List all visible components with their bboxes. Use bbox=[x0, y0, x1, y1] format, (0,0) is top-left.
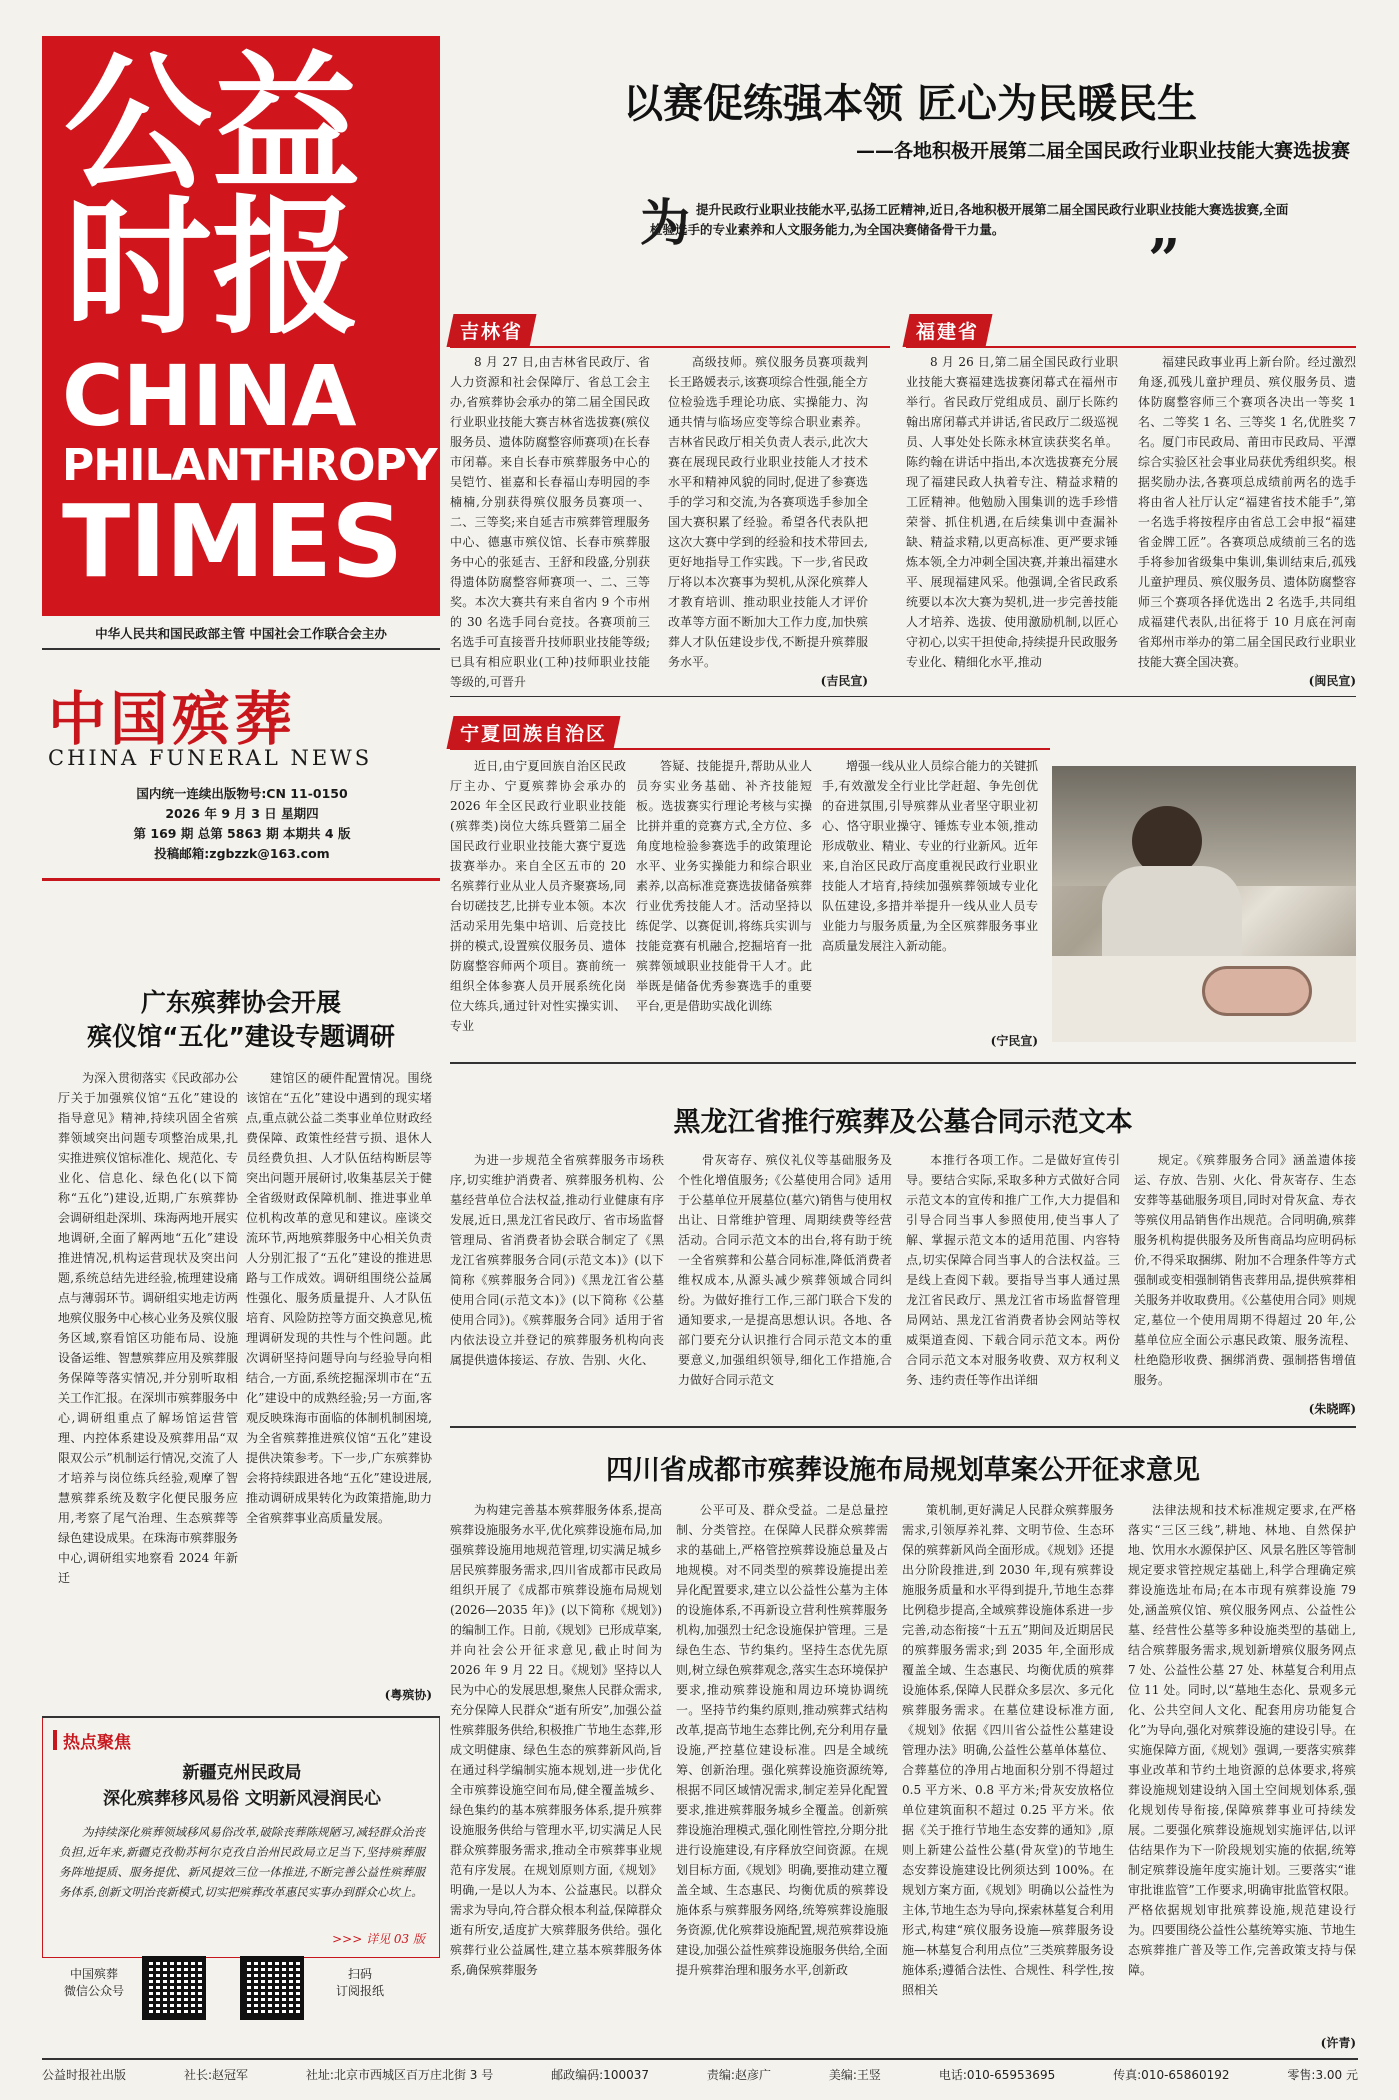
heilongjiang-column-2: 骨灰寄存、殡仪礼仪等基础服务及个性化增值服务;《公墓使用合同》适用于公墓单位开展墓位(墓穴)销售与使用权出让、日常维护管理、周期续费等经营活动。合同示范文本的出台,将有助于统一全省殡葬和公墓合同标准,降低消费者维权成本,从源头减少殡葬领域合同纠纷。为做好推行工作,三部门联合下发的通知要求,一是提高思想认识。各地、各部门要充分认识推行合同示范文本的重要意义,加强组织领导,细化工作措施,合力做好合同示范文 bbox=[678, 1153, 892, 1387]
heilongjiang-column-3: 本推行各项工作。二是做好宣传引导。要结合实际,采取多种方式做好合同示范文本的宣传和推广工作,大力提倡和引导合同当事人参照使用,使当事人了解、掌握示范文本的适用范围、内容特点,切实保障合同当事人的合法权益。三是线上查阅下载。要指导当事人通过黑龙江省民政厅、黑龙江省市场监督管理局网站、黑龙江省消费者协会网站等权威渠道查阅、下载合同示范文本。两份合同示范文本对服务收费、双方权利义务、违约责任等作出详细 bbox=[906, 1153, 1120, 1387]
sichuan-title: 四川省成都市殡葬设施布局规划草案公开征求意见 bbox=[606, 1455, 1200, 1486]
wechat-qr-code[interactable] bbox=[142, 1956, 206, 2020]
heilongjiang-column-4: 规定。《殡葬服务合同》涵盖遗体接运、存放、告别、火化、骨灰寄存、生态安葬等基础服务项目,同时对骨灰盒、寿衣等殡仪用品销售作出规范。合同明确,殡葬服务机构提供服务及所售商品均应明码标价,不得采取捆绑、附加不合理条件等方式强制或变相强制销售丧葬用品,提供殡葬相关服务并收取费用。《公墓使用合同》则规定,墓位一个使用周期不得超过 20 年,公墓单位应全面公示惠民政策、服务流程、杜绝隐形收费、捆绑消费、强制搭售增值服务。 bbox=[1134, 1153, 1356, 1387]
supplement-title-en: CHINA FUNERAL NEWS bbox=[48, 746, 373, 770]
footer-bar bbox=[42, 2066, 1358, 2083]
divider bbox=[450, 1062, 1356, 1064]
sichuan-credit: (许青) bbox=[1320, 2036, 1356, 2050]
fujian-column-1: 8 月 26 日,第二届全国民政行业职业技能大赛福建选拔赛闭幕式在福州市举行。省民政厅党组成员、副厅长陈约翰出席闭幕式并讲话,省民政厅二级巡视员、人事处处长陈永林宣读获奖名单。陈约翰在讲话中指出,本次选拔赛充分展现了福建民政人执着专注、精益求精的工匠精神。他勉励入围集训的选手珍惜荣誉、抓住机遇,在后续集训中查漏补缺、精益求精,以更高标准、更严要求锤炼本领,全力冲刺全国决赛,并兼出福建水平、展现福建风采。他强调,全省民政系统要以本次大赛为契机,进一步完善技能人才培养、选拔、使用激励机制,以匠心守初心,以实干担使命,持续提升民政服务专业化、精细化水平,推动 bbox=[906, 355, 1118, 669]
ningxia-credit: (宁民宣) bbox=[990, 1034, 1038, 1048]
masthead-title-cn-1: 公益 bbox=[64, 38, 360, 210]
divider bbox=[42, 878, 440, 881]
footer-postcode: 邮政编码:100037 bbox=[551, 2068, 649, 2082]
issue-date: 2026 年 9 月 3 日 星期四 bbox=[165, 806, 319, 821]
publication-info bbox=[72, 784, 412, 864]
footer-address: 社址:北京市西城区百万庄北街 3 号 bbox=[305, 2068, 494, 2082]
guangdong-title-line-2: 殡仪馆“五化”建设专题调研 bbox=[87, 1022, 395, 1051]
ningxia-column-2: 答疑、技能提升,帮助从业人员夯实业务基础、补齐技能短板。选拔赛实行理论考核与实操比拼并重的竞赛方式,全方位、多角度地检验参赛选手的政策理论水平、业务实操能力和综合职业素养,以高标准竞赛选拔储备殡葬行业优秀技能人才。活动坚持以练促学、以赛促训,将练兵实训与技能竞赛有机融合,挖掘培育一批殡葬领域职业技能骨干人才。此举既是储备优秀参赛选手的重要平台,更是借助实战化训练 bbox=[636, 759, 812, 1013]
fujian-credit: (闽民宣) bbox=[1308, 674, 1356, 688]
hotspot-title-line-2: 深化殡葬移风易俗 文明新风浸润民心 bbox=[103, 1789, 381, 1809]
subscribe-qr-code[interactable] bbox=[240, 1956, 304, 2020]
footer-phone: 电话:010-65953695 bbox=[938, 2068, 1056, 2082]
lead-subtitle: ——各地积极开展第二届全国民政行业职业技能大赛选拔赛 bbox=[855, 140, 1350, 162]
guangdong-title bbox=[42, 986, 440, 1054]
jilin-credit: (吉民宣) bbox=[820, 674, 868, 688]
divider bbox=[42, 648, 440, 650]
masthead-title-cn-2: 时报 bbox=[64, 182, 360, 354]
hotspot-tag: 热点聚焦 bbox=[63, 1733, 131, 1753]
lead-intro-dropcap: 为 bbox=[640, 194, 690, 252]
masthead-title-en-2: PHILANTHROPY bbox=[62, 440, 437, 491]
footer-publisher: 公益时报社出版 bbox=[42, 2068, 127, 2082]
sichuan-column-2: 公平可及、群众受益。二是总量控制、分类管控。在保障人民群众殡葬需求的基础上,严格管控殡葬设施总量及占地规模。对不同类型的殡葬设施提出差异化配置要求,建立以公益性公墓为主体的设施体系,不再新设立营利性殡葬服务机构,加强烈士纪念设施保护管理。三是绿色生态、节约集约。坚持生态优先原则,树立绿色殡葬观念,落实生态环境保护要求,推动殡葬设施和周边环境协调统一。坚持节约集约原则,推动殡葬式结构改革,提高节地生态葬比例,充分利用存量设施,严控墓位建设标准。四是全域统筹、创新治理。强化殡葬设施资源统筹,根据不同区域情况需求,制定差异化配置要求,推进殡葬服务城乡全覆盖。创新殡葬设施治理模式,强化刚性管控,分期分批进行设施建设,有序释放空间资源。在规划目标方面,《规划》明确,要推动建立覆盖全域、生态惠民、均衡优质的殡葬设施体系与殡葬服务网络,统筹殡葬设施服务资源,优化殡葬设施配置,规范殡葬设施建设,加强公益性殡葬设施服务供给,全面提升殡葬治理和服务水平,创新政 bbox=[676, 1503, 888, 1977]
divider bbox=[450, 696, 1356, 697]
footer-fax: 传真:010-65860192 bbox=[1113, 2068, 1230, 2082]
quote-mark: ” bbox=[1148, 227, 1181, 293]
ningxia-column-1: 近日,由宁夏回族自治区民政厅主办、宁夏殡葬协会承办的 2026 年全区民政行业职业技能(殡葬类)岗位大练兵暨第二届全国民政行业职业技能大赛宁夏选拔赛举办。来自全区五市的 20 名殡葬行业从业人员齐聚赛场,同台切磋技艺,比拼专业本领。本次活动采用先集中培训、后竞技比拼的模式,设置殡仪服务员、遗体防腐整容师两个项目。赛前统一组织全体参赛人员开展系统化岗位大练兵,通过针对性实操实训、专业 bbox=[450, 759, 626, 1033]
supplement-title-cn: 中国殡葬 bbox=[48, 685, 297, 753]
lead-title: 以赛促练强本领 匠心为民暖民生 bbox=[623, 81, 1197, 127]
region-underline bbox=[906, 346, 1356, 348]
issn-number: 国内统一连续出版物号:CN 11-0150 bbox=[136, 786, 348, 801]
heilongjiang-title: 黑龙江省推行殡葬及公墓合同示范文本 bbox=[673, 1107, 1133, 1138]
sichuan-column-1: 为构建完善基本殡葬服务体系,提高殡葬设施服务水平,优化殡葬设施布局,加强殡葬设施用地规范管理,切实满足城乡居民殡葬服务需求,四川省成都市民政局组织开展了《成都市殡葬设施布局规划(2026—2035 年)》(以下简称《规划》)的编制工作。日前,《规划》已形成草案,并向社会公开征求意见,截止时间为 2026 年 9 月 22 日。《规划》坚持以人民为中心的发展思想,聚焦人民群众需求,充分保障人民群众“逝有所安”,加强公益性殡葬服务供给,积极推广节地生态葬,形成文明健康、绿色生态的殡葬新风尚,旨在通过科学编制实施本规划,进一步优化全市殡葬设施空间布局,健全覆盖城乡、绿色集约的基本殡葬服务体系,提升殡葬设施服务供给与管理水平,切实满足人民群众殡葬服务需求,推动全市殡葬事业规范有序发展。在规划原则方面,《规划》明确,一是以人为本、公益惠民。以群众需求为导向,符合群众根本利益,保障群众逝有所安,适度扩大殡葬服务供给。强化殡葬行业公益属性,建立基本殡葬服务体系,确保殡葬服务 bbox=[450, 1503, 662, 1977]
lead-intro: 提升民政行业职业技能水平,弘扬工匠精神,近日,各地积极开展第二届全国民政行业职业技能大赛选拔赛,全面检验选手的专业素养和人文服务能力,为全国决赛储备骨干力量。 bbox=[650, 202, 1289, 237]
jilin-column-1: 8 月 27 日,由吉林省民政厅、省人力资源和社会保障厅、省总工会主办,省殡葬协会承办的第二届全国民政行业职业技能大赛吉林省选拔赛(殡仪服务员、遗体防腐整容师赛项)在长春市闭幕。来自长春市殡葬服务中心的吴铠竹、崔嘉和长春福山寿明园的李楠楠,分别获得殡仪服务员赛项一、二、三等奖;来自延吉市殡葬管理服务中心、德惠市殡仪馆、长春市殡葬服务中心的张延吉、王舒和段盛,分别获得遗体防腐整容师赛项一、二、三等奖。本次大赛共有来自省内 9 个市州的 30 名选手同台竞技。各赛项前三名选手可直接晋升技师职业技能等级;已具有相应职业(工种)技师职业技能等级的,可晋升 bbox=[450, 355, 650, 689]
region-underline bbox=[450, 346, 890, 348]
region-tag-ningxia: 宁夏回族自治区 bbox=[446, 716, 620, 749]
hotspot-title[interactable] bbox=[43, 1760, 441, 1812]
guangdong-title-line-1: 广东殡葬协会开展 bbox=[140, 988, 341, 1017]
wechat-label: 中国殡葬 微信公众号 bbox=[63, 1967, 124, 1998]
guangdong-credit: (粤殡协) bbox=[384, 1688, 432, 1702]
issue-number: 第 169 期 总第 5863 期 本期共 4 版 bbox=[133, 826, 351, 841]
ningxia-competition-photo bbox=[1052, 766, 1356, 1042]
ningxia-column-3: 增强一线从业人员综合能力的关键抓手,有效激发全行业比学赶超、争先创优的奋进氛围,引导殡葬从业者坚守职业初心、恪守职业操守、锤炼专业本领,推动形成敬业、精业、专业的行业新风。近年来,自治区民政厅高度重视民政行业职业技能人才培育,持续加强殡葬领域专业化队伍建设,多措并举提升一线从业人员专业能力与服务质量,为全区殡葬服务事业高质量发展注入新动能。 bbox=[822, 759, 1038, 953]
fujian-column-2: 福建民政事业再上新台阶。经过激烈角逐,孤残儿童护理员、殡仪服务员、遗体防腐整容师三个赛项各决出一等奖 1 名、二等奖 1 名、三等奖 1 名,优胜奖 7 名。厦门市民政局、莆田市民政局、平潭综合实验区社会事业局获优秀组织奖。根据奖励办法,各赛项总成绩前两名的选手将由省人社厅认定“福建省技术能手”,第一名选手将按程序由省总工会申报“福建省金牌工匠”。各赛项总成绩前三名的选手将参加省级集中集训,集训结束后,孤残儿童护理员、殡仪服务员、遗体防腐整容师三个赛项各择优选出 2 名选手,共同组成福建代表队,出征将于 10 月底在河南省郑州市举办的第二届全国民政行业职业技能大赛全国决赛。 bbox=[1138, 355, 1356, 669]
sichuan-column-3: 策机制,更好满足人民群众殡葬服务需求,引领厚养礼葬、文明节俭、生态环保的殡葬新风尚全面形成。《规划》还提出分阶段推进,到 2030 年,现有殡葬设施服务质量和水平得到提升,节地生态葬比例稳步提高,全域殡葬设施体系进一步完善,动态衔接“十五五”期间及近期居民的殡葬服务需求;到 2035 年,全面形成覆盖全域、生态惠民、均衡优质的殡葬设施体系,保障人民群众多层次、多元化殡葬服务需求。在墓位建设标准方面,《规划》依据《四川省公益性公墓建设管理办法》明确,公益性公墓单体墓位、合葬墓位的净用占地面积分别不得超过 0.5 平方米、0.8 平方米;骨灰安放格位单位建筑面积不超过 0.25 平方米。依据《关于推行节地生态安葬的通知》,原则上新建公益性公墓(骨灰堂)的节地生态安葬设施建设比例须达到 100%。在规划方案方面,《规划》明确以公益性为主体,节地生态为导向,探索林墓复合利用形式,构建“殡仪服务设施—殡葬服务设施—林墓复合利用点位”三类殡葬服务设施体系;遵循合法性、合规性、科学性,按照相关 bbox=[902, 1503, 1114, 1997]
region-tag-fujian: 福建省 bbox=[902, 314, 992, 347]
heilongjiang-credit: (朱晓晖) bbox=[1308, 1402, 1356, 1416]
region-underline bbox=[450, 748, 1050, 750]
masthead-red-box bbox=[42, 36, 440, 616]
hotspot-more-link[interactable]: >>> 详见 03 版 bbox=[332, 1932, 425, 1946]
hotspot-title-line-1: 新疆克州民政局 bbox=[182, 1763, 302, 1783]
footer-price: 零售:3.00 元 bbox=[1287, 2068, 1358, 2082]
heilongjiang-column-1: 为进一步规范全省殡葬服务市场秩序,切实维护消费者、殡葬服务机构、公墓经营单位合法权益,推动行业健康有序发展,近日,黑龙江省民政厅、省市场监督管理局、省消费者协会联合制定了《黑龙江省殡葬服务合同(示范文本)》(以下简称《殡葬服务合同》)《黑龙江省公墓使用合同(示范文本)》(以下简称《公墓使用合同》)。《殡葬服务合同》适用于省内依法设立并登记的殡葬服务机构向丧属提供遗体接运、存放、告别、火化、 bbox=[450, 1153, 664, 1367]
masthead-sponsor: 中华人民共和国民政部主管 中国社会工作联合会主办 bbox=[95, 626, 387, 641]
divider bbox=[450, 1426, 1356, 1428]
subscribe-label: 扫码 订阅报纸 bbox=[335, 1967, 384, 1998]
footer-designer: 美编:王竖 bbox=[828, 2068, 881, 2082]
hotspot-summary: 为持续深化殡葬领域移风易俗改革,破除丧葬陈规陋习,减轻群众治丧负担,近年来,新疆克孜勒苏柯尔克孜自治州民政局立足当下,坚持殡葬服务阵地提质、服务提优、新风提效三位一体推进,不断完善公益性殡葬服务体系,创新文明治丧新模式,切实把殡葬改革惠民实事办到群众心坎上。 bbox=[59, 1825, 425, 1899]
sichuan-column-4: 法律法规和技术标准规定要求,在严格落实“三区三线”,耕地、林地、自然保护地、饮用水水源保护区、风景名胜区等管制规定要求管控规定基础上,科学合理确定殡葬设施选址布局;在本市现有殡葬设施 79 处,涵盖殡仪馆、殡仪服务网点、公益性公墓、经营性公墓等多种设施类型的基础上,结合殡葬服务需求,规划新增殡仪服务网点 7 处、公益性公墓 27 处、林墓复合利用点位 11 处。同时,以“墓地生态化、景观多元化、公共空间人文化、配套用房功能复合化”为导向,强化对殡葬设施的建设引导。在实施保障方面,《规划》强调,一要落实殡葬事业改革和节约土地资源的总体要求,将殡葬设施规划建设纳入国土空间规划体系,强化规划传导衔接,保障殡葬事业可持续发展。二要强化殡葬设施规划实施评估,以评估结果作为下一阶段规划实施的依据,统筹制定殡葬设施年度实施计划。三要落实“谁审批谁监管”工作要求,明确审批监管权限。严格依据规划审批殡葬设施,规范建设行为。四要围绕公益性公墓统筹实施、节地生态殡葬推广普及等工作,完善政策支持与保障。 bbox=[1128, 1503, 1356, 1977]
jilin-column-2: 高级技师。殡仪服务员赛项裁判长王路媛表示,该赛项综合性强,能全方位检验选手理论功底、实操能力、沟通共情与临场应变等综合职业素养。吉林省民政厅相关负责人表示,此次大赛在展现民政行业职业技能人才技术水平和精神风貌的同时,促进了参赛选手的学习和交流,为各赛项选手参加全国大赛积累了经验。希望各代表队把这次大赛中学到的经验和技术带回去,更好地指导工作实践。下一步,省民政厅将以本次赛事为契机,从深化殡葬人才教育培训、推动职业技能人才评价改革等方面不断加大工作力度,加快殡葬人才队伍建设步伐,不断提升殡葬服务水平。 bbox=[668, 355, 868, 669]
divider bbox=[42, 2058, 1358, 2060]
region-tag-jilin: 吉林省 bbox=[446, 314, 536, 347]
guangdong-column-2: 建馆区的硬件配置情况。围绕该馆在“五化”建设中遇到的现实堵点,重点就公益二类事业单位财政经费保障、政策性经营亏损、退休人员经费负担、人才队伍结构断层等突出问题开展研讨,收集基层关于健全省级财政保障机制、推进事业单位机构改革的意见和建议。座谈交流环节,两地殡葬服务中心相关负责人分别汇报了“五化”建设的推进思路与工作成效。调研组围绕公益属性强化、服务质量提升、人才队伍培育、风险防控等方面交换意见,梳理调研发现的共性与个性问题。此次调研坚持问题导向与经验导向相结合,一方面,系统挖掘深圳市在“五化”建设中的成熟经验;另一方面,客观反映珠海市面临的体制机制困境,为全省殡葬推进殡仪馆“五化”建设提供决策参考。下一步,广东殡葬协会将持续跟进各地“五化”建设进展,推动调研成果转化为政策措施,助力全省殡葬事业高质量发展。 bbox=[246, 1071, 432, 1525]
hotspot-box bbox=[42, 1718, 440, 1958]
guangdong-column-1: 为深入贯彻落实《民政部办公厅关于加强殡仪馆“五化”建设的指导意见》精神,持续巩固全省殡葬领域突出问题专项整治成果,扎实推进殡仪馆标准化、规范化、专业化、信息化、绿色化(以下简称“五化”)建设,近期,广东殡葬协会调研组赴深圳、珠海两地开展实地调研,全面了解两地“五化”建设推进情况,机构运营现状及突出问题,系统总结先进经验,梳理建设痛点与薄弱环节。调研组实地走访两地殡仪服务中心核心业务及殡仪服务区域,察看馆区功能布局、设施设备运维、智慧殡葬应用及殡葬服务保障等落实情况,并分别听取相关工作汇报。在深圳市殡葬服务中心,调研组重点了解场馆运营管理、内控体系建设及殡葬用品“双限双公示”机制运行情况,交流了人才培养与岗位练兵经验,观摩了智慧殡葬系统及数字化便民服务应用,考察了尾气治理、生态殡葬等绿色建设成果。在珠海市殡葬服务中心,调研组实地察看 2024 年新迁 bbox=[58, 1071, 238, 1585]
masthead-title-en-1: CHINA bbox=[62, 347, 356, 445]
submission-email[interactable]: 投稿邮箱:zgbzzk@163.com bbox=[154, 846, 330, 861]
masthead-title-en-3: TIMES bbox=[62, 483, 403, 600]
footer-president: 社长:赵冠军 bbox=[183, 2068, 248, 2082]
footer-editor: 责编:赵彦广 bbox=[706, 2068, 771, 2082]
